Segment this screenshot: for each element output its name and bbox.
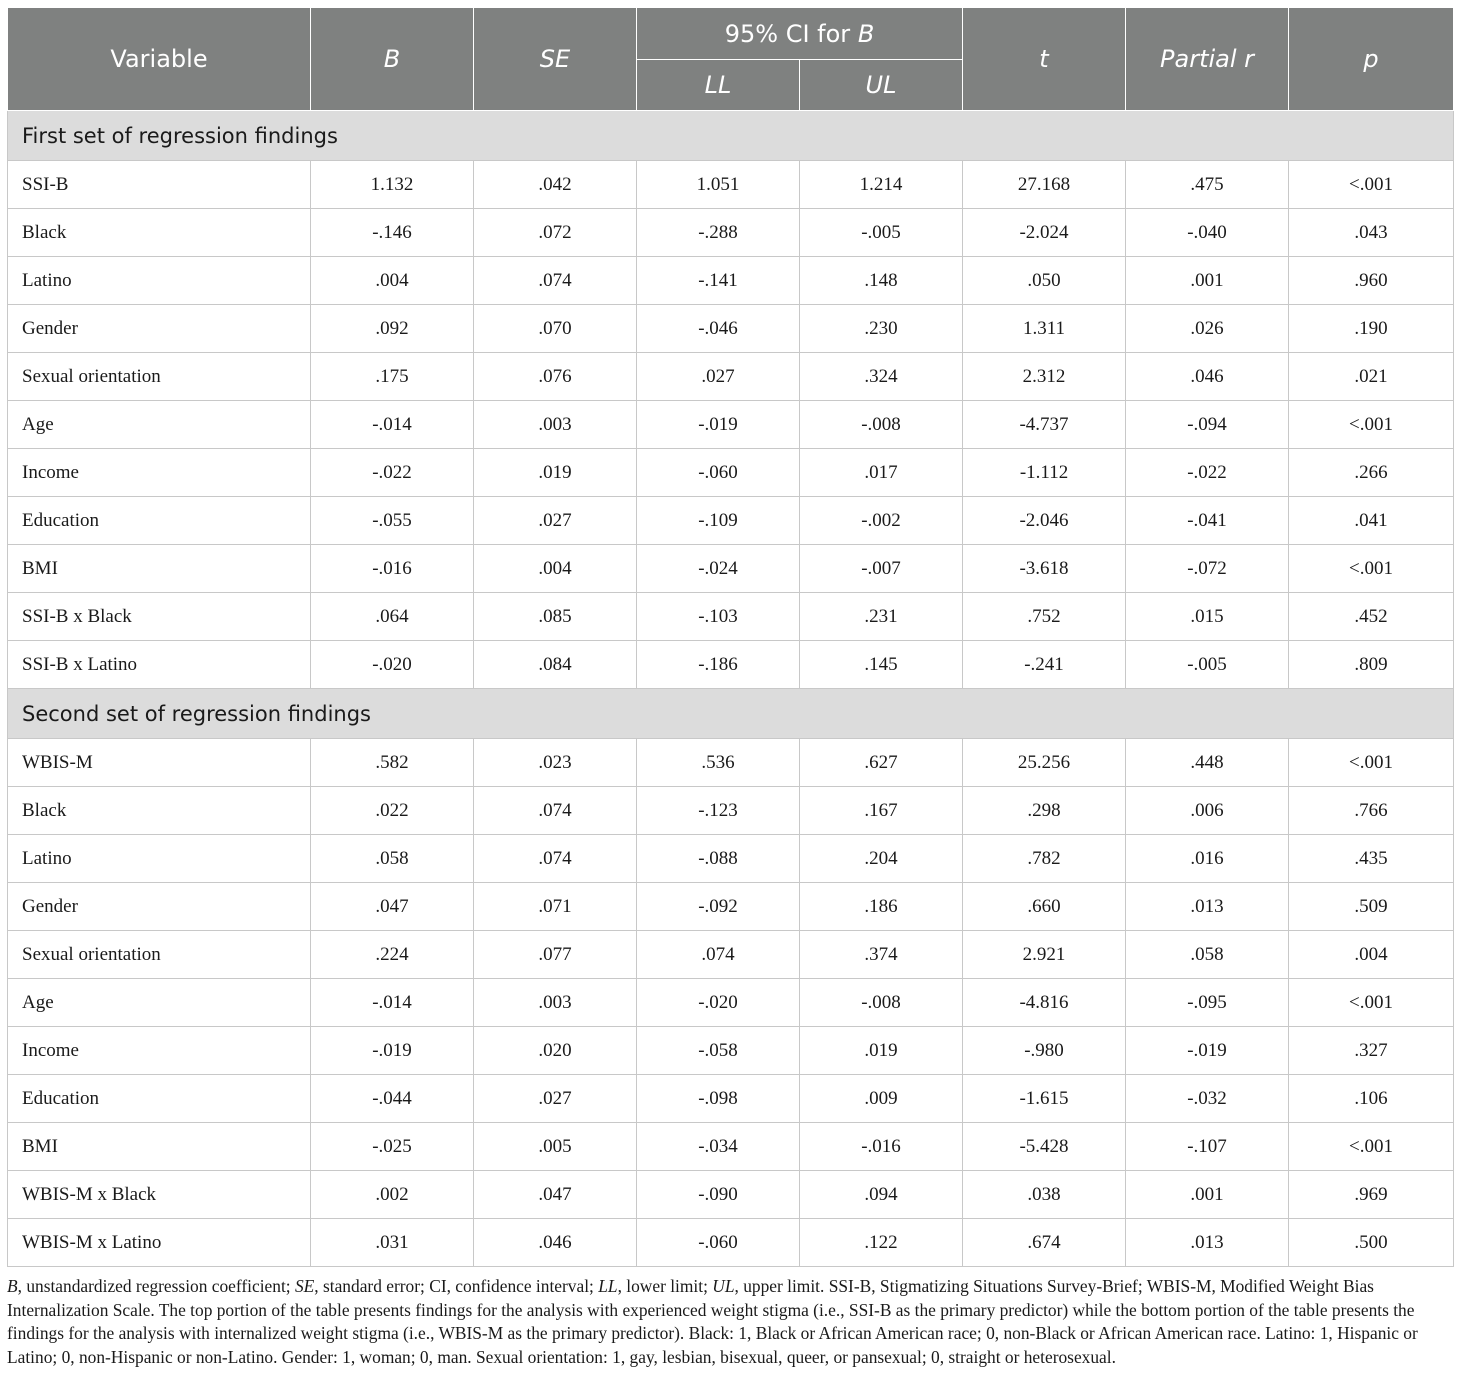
- regression-table-container: [7, 7, 1453, 1369]
- footnote-segment: , unstandardized regression coefficient;: [17, 1276, 295, 1296]
- cell-partial-r: -.095: [1126, 979, 1289, 1027]
- cell-p: .106: [1289, 1075, 1454, 1123]
- cell-t: -5.428: [963, 1123, 1126, 1171]
- cell-b: -.016: [311, 545, 474, 593]
- cell-ll: -.092: [637, 883, 800, 931]
- cell-t: 25.256: [963, 739, 1126, 787]
- cell-ul: -.008: [800, 979, 963, 1027]
- cell-se: .046: [474, 1219, 637, 1267]
- cell-t: -.241: [963, 641, 1126, 689]
- cell-t: -4.816: [963, 979, 1126, 1027]
- cell-se: .005: [474, 1123, 637, 1171]
- cell-t: -4.737: [963, 401, 1126, 449]
- footnote-segment: LL: [598, 1276, 618, 1296]
- cell-ul: .094: [800, 1171, 963, 1219]
- cell-t: 2.312: [963, 353, 1126, 401]
- cell-partial-r: .001: [1126, 1171, 1289, 1219]
- cell-ll: -.109: [637, 497, 800, 545]
- cell-se: .074: [474, 787, 637, 835]
- cell-p: .960: [1289, 257, 1454, 305]
- cell-ul: .204: [800, 835, 963, 883]
- cell-b: .004: [311, 257, 474, 305]
- header-b: B: [311, 8, 474, 111]
- table-row: [8, 209, 1454, 257]
- cell-p: .190: [1289, 305, 1454, 353]
- section-header-row: [8, 689, 1454, 739]
- cell-variable: SSI-B x Black: [8, 593, 311, 641]
- cell-variable: Age: [8, 979, 311, 1027]
- table-footnote: [7, 1275, 1453, 1369]
- cell-variable: Sexual orientation: [8, 353, 311, 401]
- cell-p: .500: [1289, 1219, 1454, 1267]
- cell-variable: Latino: [8, 835, 311, 883]
- cell-partial-r: -.072: [1126, 545, 1289, 593]
- table-row: [8, 1027, 1454, 1075]
- cell-ul: .374: [800, 931, 963, 979]
- table-row: [8, 305, 1454, 353]
- cell-partial-r: -.107: [1126, 1123, 1289, 1171]
- cell-ll: -.058: [637, 1027, 800, 1075]
- cell-se: .085: [474, 593, 637, 641]
- cell-variable: Education: [8, 497, 311, 545]
- cell-ll: -.088: [637, 835, 800, 883]
- cell-partial-r: -.032: [1126, 1075, 1289, 1123]
- cell-ul: .627: [800, 739, 963, 787]
- table-body: [8, 111, 1454, 1267]
- cell-ul: .122: [800, 1219, 963, 1267]
- cell-partial-r: -.041: [1126, 497, 1289, 545]
- cell-p: <.001: [1289, 401, 1454, 449]
- table-row: [8, 449, 1454, 497]
- cell-ll: .027: [637, 353, 800, 401]
- cell-ll: -.186: [637, 641, 800, 689]
- cell-ul: .186: [800, 883, 963, 931]
- section-title: Second set of regression findings: [8, 689, 1454, 739]
- cell-p: .509: [1289, 883, 1454, 931]
- cell-variable: Age: [8, 401, 311, 449]
- table-row: [8, 497, 1454, 545]
- table-row: [8, 401, 1454, 449]
- cell-b: -.146: [311, 209, 474, 257]
- cell-variable: Latino: [8, 257, 311, 305]
- cell-variable: WBIS-M x Latino: [8, 1219, 311, 1267]
- cell-ul: -.016: [800, 1123, 963, 1171]
- cell-ll: -.123: [637, 787, 800, 835]
- cell-b: -.022: [311, 449, 474, 497]
- cell-p: .969: [1289, 1171, 1454, 1219]
- cell-variable: SSI-B x Latino: [8, 641, 311, 689]
- cell-se: .047: [474, 1171, 637, 1219]
- section-title: First set of regression findings: [8, 111, 1454, 161]
- cell-p: .327: [1289, 1027, 1454, 1075]
- cell-p: .435: [1289, 835, 1454, 883]
- cell-variable: Black: [8, 787, 311, 835]
- cell-b: -.020: [311, 641, 474, 689]
- cell-partial-r: -.040: [1126, 209, 1289, 257]
- table-row: [8, 835, 1454, 883]
- cell-se: .003: [474, 979, 637, 1027]
- cell-p: .004: [1289, 931, 1454, 979]
- cell-ll: -.034: [637, 1123, 800, 1171]
- cell-ll: -.288: [637, 209, 800, 257]
- cell-b: .031: [311, 1219, 474, 1267]
- cell-variable: BMI: [8, 1123, 311, 1171]
- cell-ul: -.002: [800, 497, 963, 545]
- cell-ul: .017: [800, 449, 963, 497]
- cell-p: <.001: [1289, 161, 1454, 209]
- cell-se: .004: [474, 545, 637, 593]
- cell-ll: -.090: [637, 1171, 800, 1219]
- cell-variable: Income: [8, 1027, 311, 1075]
- cell-partial-r: .001: [1126, 257, 1289, 305]
- cell-ul: .324: [800, 353, 963, 401]
- cell-ll: -.141: [637, 257, 800, 305]
- footnote-segment: , upper limit. SSI-B, Stigmatizing Situations Survey-Brief; WBIS-M, Modified Weight Bias Internalization Scale. The top portion of the table presents findings for the analysis with experienced weight stigma (i.e., SSI-B as the primary predictor) while the bottom portion of the table presents the findings for the analysis with internalized weight stigma (i.e., WBIS-M as the primary predictor). Black: 1, Black or African American race; 0, non-Black or African American race. Latino: 1, Hispanic or Latino; 0, non-Hispanic or non-Latino. Gender: 1, woman; 0, man. Sexual orientation: 1, gay, lesbian, bisexual, queer, or pansexual; 0, straight or heterosexual.: [7, 1276, 1418, 1367]
- cell-variable: Sexual orientation: [8, 931, 311, 979]
- section-header-row: [8, 111, 1454, 161]
- table-row: [8, 1123, 1454, 1171]
- footnote-segment: B: [7, 1276, 18, 1296]
- cell-b: .175: [311, 353, 474, 401]
- cell-b: -.044: [311, 1075, 474, 1123]
- cell-b: .022: [311, 787, 474, 835]
- header-ul: UL: [800, 60, 963, 111]
- cell-p: .266: [1289, 449, 1454, 497]
- cell-partial-r: -.005: [1126, 641, 1289, 689]
- cell-p: .043: [1289, 209, 1454, 257]
- cell-ll: -.060: [637, 449, 800, 497]
- cell-t: .038: [963, 1171, 1126, 1219]
- cell-partial-r: .013: [1126, 883, 1289, 931]
- table-row: [8, 1171, 1454, 1219]
- cell-ul: -.007: [800, 545, 963, 593]
- cell-partial-r: .058: [1126, 931, 1289, 979]
- cell-p: <.001: [1289, 979, 1454, 1027]
- cell-ul: .148: [800, 257, 963, 305]
- cell-se: .042: [474, 161, 637, 209]
- cell-ll: 1.051: [637, 161, 800, 209]
- cell-ul: .231: [800, 593, 963, 641]
- table-header: [8, 8, 1454, 111]
- cell-ul: .167: [800, 787, 963, 835]
- cell-variable: SSI-B: [8, 161, 311, 209]
- header-ci: 95% CI for B: [637, 8, 963, 60]
- table-row: [8, 545, 1454, 593]
- cell-se: .070: [474, 305, 637, 353]
- table-row: [8, 1219, 1454, 1267]
- cell-partial-r: .026: [1126, 305, 1289, 353]
- cell-ul: -.005: [800, 209, 963, 257]
- footnote-segment: SE: [294, 1276, 315, 1296]
- cell-ll: -.060: [637, 1219, 800, 1267]
- cell-variable: WBIS-M x Black: [8, 1171, 311, 1219]
- table-row: [8, 739, 1454, 787]
- cell-p: <.001: [1289, 739, 1454, 787]
- cell-t: -1.112: [963, 449, 1126, 497]
- cell-ll: -.046: [637, 305, 800, 353]
- header-p: p: [1289, 8, 1454, 111]
- table-row: [8, 641, 1454, 689]
- cell-t: .298: [963, 787, 1126, 835]
- cell-ll: -.020: [637, 979, 800, 1027]
- cell-b: -.019: [311, 1027, 474, 1075]
- cell-ll: -.103: [637, 593, 800, 641]
- cell-variable: Income: [8, 449, 311, 497]
- cell-p: .809: [1289, 641, 1454, 689]
- cell-ul: .145: [800, 641, 963, 689]
- cell-b: -.014: [311, 979, 474, 1027]
- table-row: [8, 161, 1454, 209]
- cell-t: .050: [963, 257, 1126, 305]
- header-se: SE: [474, 8, 637, 111]
- cell-p: .452: [1289, 593, 1454, 641]
- cell-p: <.001: [1289, 545, 1454, 593]
- footnote-segment: , lower limit;: [617, 1276, 713, 1296]
- table-row: [8, 593, 1454, 641]
- cell-t: 1.311: [963, 305, 1126, 353]
- cell-se: .077: [474, 931, 637, 979]
- cell-ll: .074: [637, 931, 800, 979]
- cell-partial-r: -.094: [1126, 401, 1289, 449]
- cell-t: 2.921: [963, 931, 1126, 979]
- cell-variable: Black: [8, 209, 311, 257]
- cell-t: -2.024: [963, 209, 1126, 257]
- cell-t: .752: [963, 593, 1126, 641]
- cell-b: .064: [311, 593, 474, 641]
- cell-se: .076: [474, 353, 637, 401]
- cell-variable: Gender: [8, 305, 311, 353]
- cell-ul: 1.214: [800, 161, 963, 209]
- table-row: [8, 257, 1454, 305]
- cell-partial-r: .013: [1126, 1219, 1289, 1267]
- table-row: [8, 883, 1454, 931]
- table-row: [8, 931, 1454, 979]
- header-ll: LL: [637, 60, 800, 111]
- cell-ll: -.024: [637, 545, 800, 593]
- table-row: [8, 353, 1454, 401]
- cell-variable: BMI: [8, 545, 311, 593]
- cell-t: .782: [963, 835, 1126, 883]
- cell-b: .092: [311, 305, 474, 353]
- header-t: t: [963, 8, 1126, 111]
- cell-se: .003: [474, 401, 637, 449]
- cell-se: .084: [474, 641, 637, 689]
- cell-t: -3.618: [963, 545, 1126, 593]
- table-row: [8, 979, 1454, 1027]
- cell-partial-r: .448: [1126, 739, 1289, 787]
- cell-se: .074: [474, 257, 637, 305]
- cell-variable: Education: [8, 1075, 311, 1123]
- cell-ul: .009: [800, 1075, 963, 1123]
- cell-partial-r: .016: [1126, 835, 1289, 883]
- cell-partial-r: .006: [1126, 787, 1289, 835]
- cell-b: 1.132: [311, 161, 474, 209]
- cell-b: .582: [311, 739, 474, 787]
- cell-b: .002: [311, 1171, 474, 1219]
- cell-b: .047: [311, 883, 474, 931]
- cell-t: -2.046: [963, 497, 1126, 545]
- cell-t: -1.615: [963, 1075, 1126, 1123]
- cell-ll: -.019: [637, 401, 800, 449]
- cell-t: 27.168: [963, 161, 1126, 209]
- header-variable: Variable: [8, 8, 311, 111]
- cell-se: .027: [474, 497, 637, 545]
- cell-se: .072: [474, 209, 637, 257]
- cell-ul: .230: [800, 305, 963, 353]
- cell-t: -.980: [963, 1027, 1126, 1075]
- cell-b: .224: [311, 931, 474, 979]
- cell-partial-r: -.019: [1126, 1027, 1289, 1075]
- cell-p: .041: [1289, 497, 1454, 545]
- cell-se: .019: [474, 449, 637, 497]
- table-row: [8, 1075, 1454, 1123]
- cell-p: <.001: [1289, 1123, 1454, 1171]
- cell-b: -.014: [311, 401, 474, 449]
- cell-ul: .019: [800, 1027, 963, 1075]
- cell-variable: Gender: [8, 883, 311, 931]
- cell-ll: .536: [637, 739, 800, 787]
- cell-p: .021: [1289, 353, 1454, 401]
- cell-t: .674: [963, 1219, 1126, 1267]
- cell-se: .027: [474, 1075, 637, 1123]
- cell-b: -.025: [311, 1123, 474, 1171]
- cell-se: .023: [474, 739, 637, 787]
- footnote-segment: UL: [712, 1276, 735, 1296]
- cell-p: .766: [1289, 787, 1454, 835]
- cell-se: .074: [474, 835, 637, 883]
- cell-partial-r: .046: [1126, 353, 1289, 401]
- cell-partial-r: -.022: [1126, 449, 1289, 497]
- footnote-segment: , standard error; CI, confidence interval;: [314, 1276, 599, 1296]
- cell-partial-r: .015: [1126, 593, 1289, 641]
- cell-b: -.055: [311, 497, 474, 545]
- cell-t: .660: [963, 883, 1126, 931]
- cell-se: .020: [474, 1027, 637, 1075]
- cell-b: .058: [311, 835, 474, 883]
- cell-ul: -.008: [800, 401, 963, 449]
- header-partial-r: Partial r: [1126, 8, 1289, 111]
- cell-partial-r: .475: [1126, 161, 1289, 209]
- regression-table: [7, 7, 1454, 1267]
- cell-variable: WBIS-M: [8, 739, 311, 787]
- cell-ll: -.098: [637, 1075, 800, 1123]
- cell-se: .071: [474, 883, 637, 931]
- table-row: [8, 787, 1454, 835]
